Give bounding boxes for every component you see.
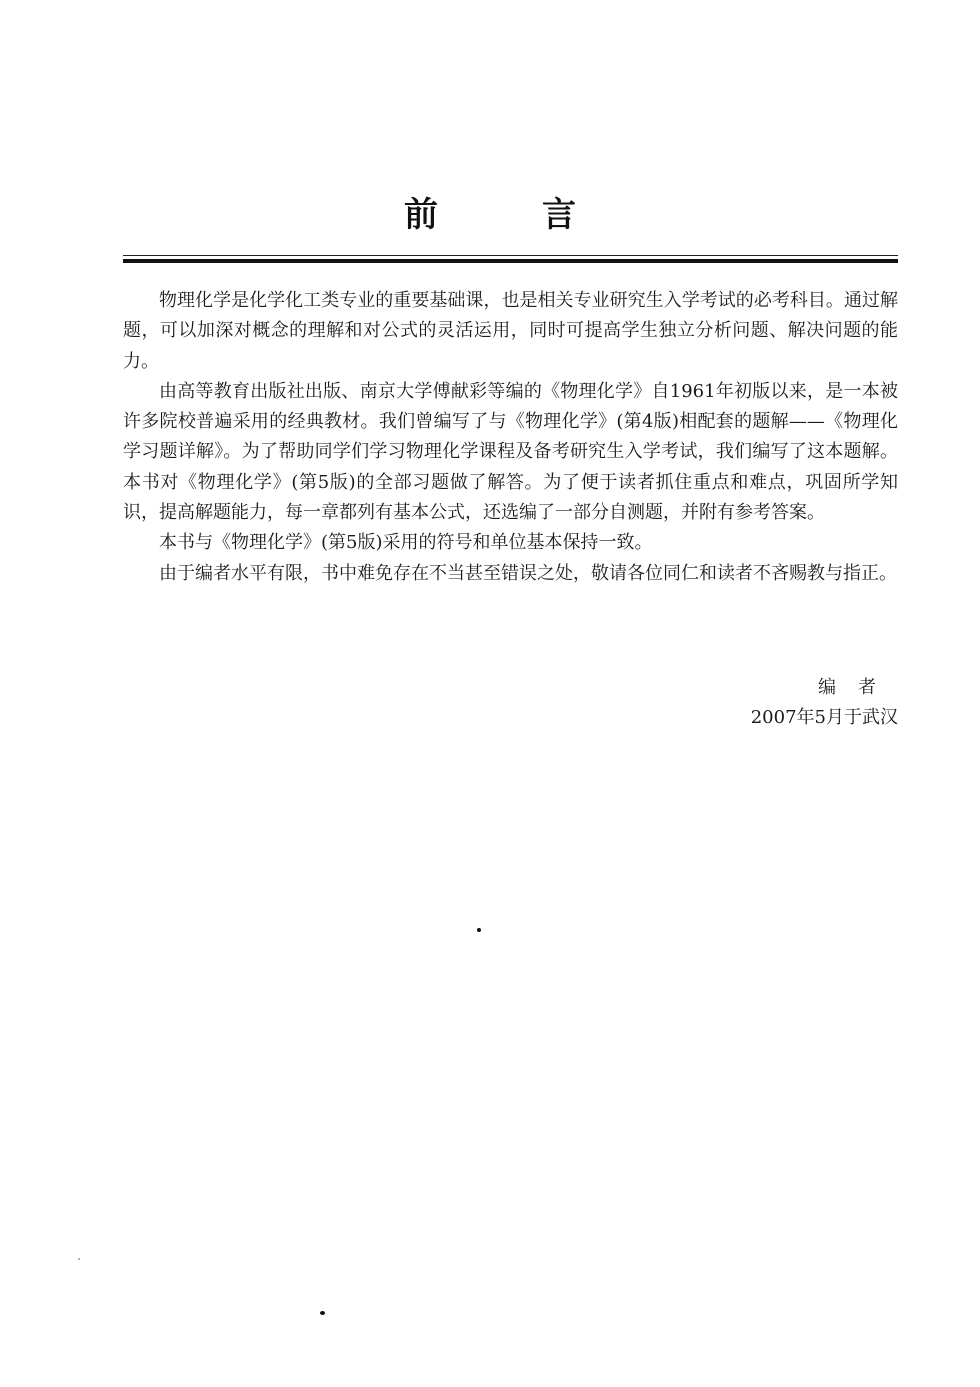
scan-speck (78, 1258, 80, 1260)
signature-date: 2007年5月于武汉 (750, 707, 898, 728)
paragraph-2: 由高等教育出版社出版、南京大学傅献彩等编的《物理化学》自1961年初版以来，是一本被许多院校普遍采用的经典教材。我们曾编写了与《物理化学》(第4版)相配套的题解——《物理化学习题详解》。为了帮助同学们学习物理化学课程及备考研究生入学考试，我们编写了这本题解。本书对《物理化学》(第5版)的全部习题做了解答。为了便于读者抓住重点和难点，巩固所学知识，提高解题能力，每一章都列有基本公式，还选编了一部分自测题，并附有参考答案。 (123, 380, 898, 524)
title-divider (123, 255, 898, 263)
title-char-2: 言 (542, 195, 576, 235)
page-title (0, 190, 980, 240)
preface-body (123, 286, 898, 589)
paragraph-1: 物理化学是化学化工类专业的重要基础课，也是相关专业研究生入学考试的必考科目。通过解题，可以加深对概念的理解和对公式的灵活运用，同时可提高学生独立分析问题、解决问题的能力。 (123, 290, 898, 372)
scan-speck (320, 1311, 325, 1315)
title-char-1: 前 (404, 195, 438, 235)
scan-speck (477, 928, 481, 932)
paragraph-4: 由于编者水平有限，书中难免存在不当甚至错误之处，敬请各位同仁和读者不吝赐教与指正。 (159, 562, 897, 584)
signature-author: 编者 (818, 677, 898, 698)
paragraph-3: 本书与《物理化学》(第5版)采用的符号和单位基本保持一致。 (159, 532, 653, 554)
